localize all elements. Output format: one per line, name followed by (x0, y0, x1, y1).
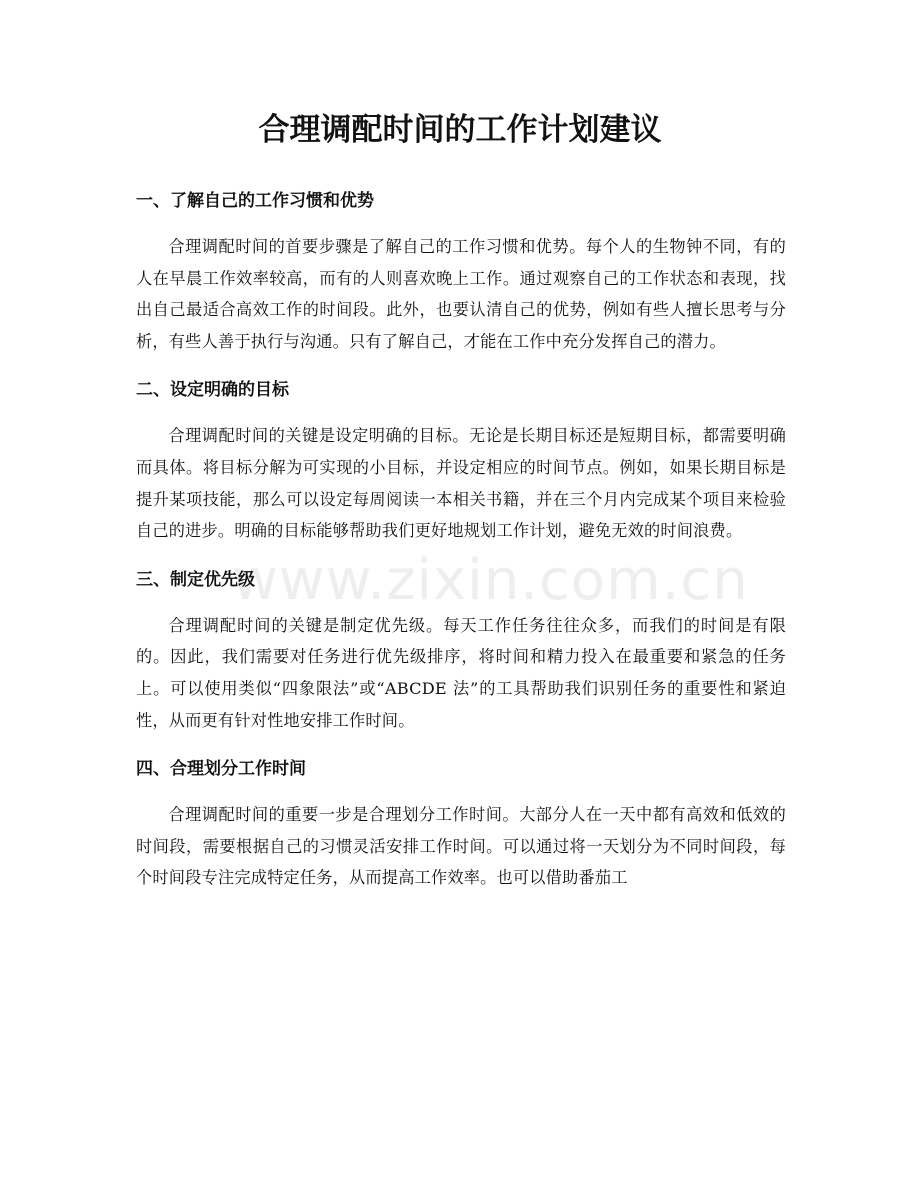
document-body (136, 184, 786, 910)
section-heading: 二、设定明确的目标 (136, 380, 289, 401)
section-3 (136, 563, 786, 736)
section-2 (136, 373, 786, 546)
section-heading: 四、合理划分工作时间 (136, 759, 306, 780)
section-heading: 一、了解自己的工作习惯和优势 (136, 191, 374, 211)
watermark: www.zixin.com.cn (232, 548, 749, 613)
section-paragraph: 合理调配时间的重要一步是合理划分工作时间。大部分人在一天中都有高效和低效的时间段，需要根据自己的习惯灵活安排工作时间。可以通过将一天划分为不同时间段，每个时间段专注完成特定任务，从而提高工作效率。也可以借助番茄工 (136, 805, 786, 888)
section-4 (136, 752, 786, 894)
section-heading: 三、制定优先级 (136, 569, 255, 590)
section-1 (136, 184, 786, 357)
document-title: 合理调配时间的工作计划建议 (258, 112, 662, 148)
section-paragraph: 合理调配时间的首要步骤是了解自己的工作习惯和优势。每个人的生物钟不同，有的人在早晨工作效率较高，而有的人则喜欢晚上工作。通过观察自己的工作状态和表现，找出自己最适合高效工作的时间段。此外，也要认清自己的优势，例如有些人擅长思考与分析，有些人善于执行与沟通。只有了解自己，才能在工作中充分发挥自己的潜力。 (136, 237, 786, 351)
section-paragraph: 合理调配时间的关键是制定优先级。每天工作任务往往众多，而我们的时间是有限的。因此，我们需要对任务进行优先级排序，将时间和精力投入在最重要和紧急的任务上。可以使用类似“四象限法”或“ABCDE 法”的工具帮助我们识别任务的重要性和紧迫性，从而更有针对性地安排工作时间。 (136, 615, 786, 730)
section-paragraph: 合理调配时间的关键是设定明确的目标。无论是长期目标还是短期目标，都需要明确而具体。将目标分解为可实现的小目标，并设定相应的时间节点。例如，如果长期目标是提升某项技能，那么可以设定每周阅读一本相关书籍，并在三个月内完成某个项目来检验自己的进步。明确的目标能够帮助我们更好地规划工作计划，避免无效的时间浪费。 (136, 426, 786, 541)
